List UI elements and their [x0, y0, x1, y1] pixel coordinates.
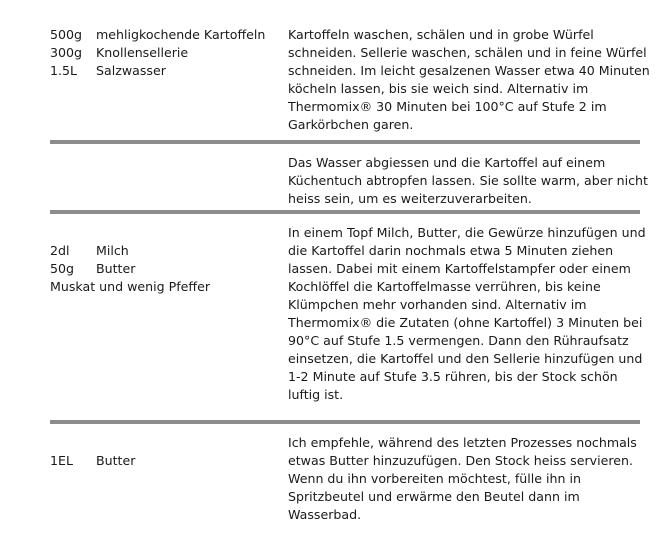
recipe-step-2 — [50, 154, 648, 210]
instruction-line: Wenn du ihn vorbereiten möchtest, fülle ihn in — [288, 471, 581, 486]
recipe-table — [50, 24, 650, 534]
instruction-line: die Kartoffel darin nochmals etwa 5 Minuten ziehen — [288, 243, 614, 258]
ingredient-quantity: 300g — [50, 45, 83, 60]
instruction-line: luftig ist. — [288, 387, 344, 402]
instruction-line: Wasserbad. — [288, 507, 362, 522]
instruction-line: köcheln lassen, bis sie weich sind. Alternativ im — [288, 81, 589, 96]
instruction-text — [288, 224, 646, 420]
ingredient-name: Milch — [96, 243, 129, 258]
ingredient-item — [50, 260, 288, 278]
instruction-line: 1-2 Minute auf Stufe 3.5 rühren, bis der Stock schön — [288, 369, 618, 384]
ingredient-list — [50, 154, 288, 210]
instruction-line: heiss sein, um es weiterzuverarbeiten. — [288, 191, 532, 206]
recipe-step-1 — [50, 24, 650, 140]
instruction-line: Küchentuch abtropfen lassen. Sie sollte warm, aber nicht — [288, 173, 648, 188]
instruction-line: Das Wasser abgiessen und die Kartoffel auf einem — [288, 155, 606, 170]
recipe-step-4 — [50, 434, 640, 534]
ingredient-name: Salzwasser — [96, 63, 166, 78]
ingredient-quantity: 2dl — [50, 243, 70, 258]
instruction-line: Thermomix® 30 Minuten bei 100°C auf Stufe 2 im — [288, 99, 607, 114]
instruction-text — [288, 154, 648, 210]
ingredient-quantity: 1EL — [50, 453, 73, 468]
ingredient-quantity: 1.5L — [50, 63, 78, 78]
ingredient-item — [50, 452, 288, 470]
instruction-line: Ich empfehle, während des letzten Prozesses nochmals — [288, 435, 637, 450]
instruction-line: etwas Butter hinzuzufügen. Den Stock heiss servieren. — [288, 453, 633, 468]
recipe-step-3 — [50, 224, 646, 420]
instruction-line: 90°C auf Stufe 1.5 vermengen. Dann den Rühraufsatz — [288, 333, 629, 348]
ingredient-item — [50, 44, 288, 62]
instruction-line: Klümpchen mehr vorhanden sind. Alternativ im — [288, 297, 587, 312]
ingredient-item — [50, 62, 288, 80]
instruction-line: lassen. Dabei mit einem Kartoffelstampfer oder einem — [288, 261, 631, 276]
section-divider — [50, 210, 640, 214]
instruction-line: schneiden. Sellerie waschen, schälen und in feine Würfel — [288, 45, 647, 60]
instruction-line: Thermomix® die Zutaten (ohne Kartoffel) 3 Minuten bei — [288, 315, 643, 330]
instruction-line: einsetzen, die Kartoffel und den Sellerie hinzufügen und — [288, 351, 643, 366]
section-divider — [50, 140, 640, 144]
ingredient-list — [50, 224, 288, 420]
ingredient-name: mehligkochende Kartoffeln — [96, 27, 266, 42]
instruction-text — [288, 24, 650, 140]
ingredient-name: Knollensellerie — [96, 45, 189, 60]
ingredient-quantity: 50g — [50, 261, 75, 276]
ingredient-name: Butter — [96, 453, 136, 468]
instruction-text — [288, 434, 640, 534]
ingredient-list — [50, 434, 288, 534]
instruction-line: In einem Topf Milch, Butter, die Gewürze hinzufügen und — [288, 225, 646, 240]
ingredient-name: Butter — [96, 261, 136, 276]
ingredient-quantity: 500g — [50, 27, 83, 42]
ingredient-seasoning-note: Muskat und wenig Pfeffer — [50, 279, 211, 294]
ingredient-item — [50, 242, 288, 260]
instruction-line: Kochlöffel die Kartoffelmasse verrühren, bis keine — [288, 279, 601, 294]
ingredient-list — [50, 24, 288, 140]
instruction-line: schneiden. Im leicht gesalzenen Wasser etwa 40 Minuten — [288, 63, 650, 78]
instruction-line: Garkörbchen garen. — [288, 117, 414, 132]
ingredient-item — [50, 26, 288, 44]
section-divider — [50, 420, 640, 424]
instruction-line: Spritzbeutel und erwärme den Beutel dann im — [288, 489, 580, 504]
instruction-line: Kartoffeln waschen, schälen und in grobe Würfel — [288, 27, 594, 42]
